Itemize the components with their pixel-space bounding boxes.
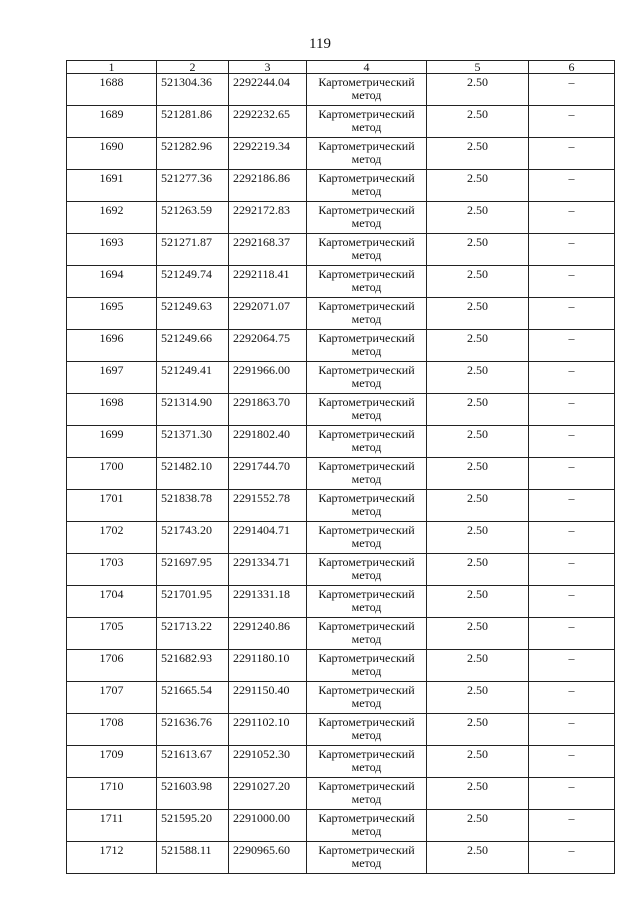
method-cell: Картометрический метод bbox=[307, 746, 427, 778]
accuracy-cell: 2.50 bbox=[427, 650, 529, 682]
table-body bbox=[67, 74, 615, 874]
note-cell: – bbox=[529, 234, 615, 266]
point-number-cell: 1703 bbox=[67, 554, 157, 586]
x-coordinate-cell: 521263.59 bbox=[157, 202, 229, 234]
x-coordinate-cell: 521249.63 bbox=[157, 298, 229, 330]
accuracy-cell: 2.50 bbox=[427, 202, 529, 234]
accuracy-cell: 2.50 bbox=[427, 618, 529, 650]
x-coordinate-cell: 521713.22 bbox=[157, 618, 229, 650]
table-row bbox=[67, 362, 615, 394]
method-cell: Картометрический метод bbox=[307, 74, 427, 106]
y-coordinate-cell: 2292168.37 bbox=[229, 234, 307, 266]
table-row bbox=[67, 746, 615, 778]
table-row bbox=[67, 458, 615, 490]
column-header: 2 bbox=[157, 61, 229, 74]
y-coordinate-cell: 2292219.34 bbox=[229, 138, 307, 170]
table-row bbox=[67, 682, 615, 714]
table-row bbox=[67, 106, 615, 138]
y-coordinate-cell: 2291052.30 bbox=[229, 746, 307, 778]
point-number-cell: 1689 bbox=[67, 106, 157, 138]
table-row bbox=[67, 394, 615, 426]
table-row bbox=[67, 234, 615, 266]
point-number-cell: 1688 bbox=[67, 74, 157, 106]
accuracy-cell: 2.50 bbox=[427, 778, 529, 810]
x-coordinate-cell: 521636.76 bbox=[157, 714, 229, 746]
x-coordinate-cell: 521249.66 bbox=[157, 330, 229, 362]
note-cell: – bbox=[529, 778, 615, 810]
note-cell: – bbox=[529, 330, 615, 362]
method-cell: Картометрический метод bbox=[307, 458, 427, 490]
method-cell: Картометрический метод bbox=[307, 586, 427, 618]
accuracy-cell: 2.50 bbox=[427, 810, 529, 842]
point-number-cell: 1708 bbox=[67, 714, 157, 746]
method-cell: Картометрический метод bbox=[307, 810, 427, 842]
x-coordinate-cell: 521371.30 bbox=[157, 426, 229, 458]
method-cell: Картометрический метод bbox=[307, 522, 427, 554]
method-cell: Картометрический метод bbox=[307, 394, 427, 426]
y-coordinate-cell: 2291027.20 bbox=[229, 778, 307, 810]
y-coordinate-cell: 2292064.75 bbox=[229, 330, 307, 362]
x-coordinate-cell: 521701.95 bbox=[157, 586, 229, 618]
y-coordinate-cell: 2291180.10 bbox=[229, 650, 307, 682]
point-number-cell: 1690 bbox=[67, 138, 157, 170]
point-number-cell: 1691 bbox=[67, 170, 157, 202]
accuracy-cell: 2.50 bbox=[427, 106, 529, 138]
method-cell: Картометрический метод bbox=[307, 138, 427, 170]
table-row bbox=[67, 490, 615, 522]
note-cell: – bbox=[529, 266, 615, 298]
note-cell: – bbox=[529, 394, 615, 426]
note-cell: – bbox=[529, 138, 615, 170]
table-row bbox=[67, 426, 615, 458]
method-cell: Картометрический метод bbox=[307, 842, 427, 874]
method-cell: Картометрический метод bbox=[307, 426, 427, 458]
point-number-cell: 1698 bbox=[67, 394, 157, 426]
table-row bbox=[67, 650, 615, 682]
method-cell: Картометрический метод bbox=[307, 554, 427, 586]
method-cell: Картометрический метод bbox=[307, 330, 427, 362]
note-cell: – bbox=[529, 202, 615, 234]
y-coordinate-cell: 2292244.04 bbox=[229, 74, 307, 106]
note-cell: – bbox=[529, 810, 615, 842]
point-number-cell: 1712 bbox=[67, 842, 157, 874]
accuracy-cell: 2.50 bbox=[427, 522, 529, 554]
table-row bbox=[67, 842, 615, 874]
method-cell: Картометрический метод bbox=[307, 298, 427, 330]
note-cell: – bbox=[529, 490, 615, 522]
table-row bbox=[67, 330, 615, 362]
table-row bbox=[67, 298, 615, 330]
note-cell: – bbox=[529, 554, 615, 586]
method-cell: Картометрический метод bbox=[307, 106, 427, 138]
x-coordinate-cell: 521282.96 bbox=[157, 138, 229, 170]
y-coordinate-cell: 2291102.10 bbox=[229, 714, 307, 746]
note-cell: – bbox=[529, 106, 615, 138]
method-cell: Картометрический метод bbox=[307, 362, 427, 394]
point-number-cell: 1695 bbox=[67, 298, 157, 330]
x-coordinate-cell: 521613.67 bbox=[157, 746, 229, 778]
method-cell: Картометрический метод bbox=[307, 490, 427, 522]
accuracy-cell: 2.50 bbox=[427, 138, 529, 170]
point-number-cell: 1706 bbox=[67, 650, 157, 682]
column-header: 6 bbox=[529, 61, 615, 74]
x-coordinate-cell: 521482.10 bbox=[157, 458, 229, 490]
point-number-cell: 1707 bbox=[67, 682, 157, 714]
y-coordinate-cell: 2291744.70 bbox=[229, 458, 307, 490]
accuracy-cell: 2.50 bbox=[427, 714, 529, 746]
note-cell: – bbox=[529, 586, 615, 618]
point-number-cell: 1702 bbox=[67, 522, 157, 554]
accuracy-cell: 2.50 bbox=[427, 234, 529, 266]
note-cell: – bbox=[529, 618, 615, 650]
accuracy-cell: 2.50 bbox=[427, 554, 529, 586]
accuracy-cell: 2.50 bbox=[427, 74, 529, 106]
x-coordinate-cell: 521595.20 bbox=[157, 810, 229, 842]
note-cell: – bbox=[529, 746, 615, 778]
y-coordinate-cell: 2291802.40 bbox=[229, 426, 307, 458]
method-cell: Картометрический метод bbox=[307, 682, 427, 714]
note-cell: – bbox=[529, 682, 615, 714]
table-row bbox=[67, 170, 615, 202]
x-coordinate-cell: 521281.86 bbox=[157, 106, 229, 138]
point-number-cell: 1699 bbox=[67, 426, 157, 458]
point-number-cell: 1709 bbox=[67, 746, 157, 778]
y-coordinate-cell: 2292232.65 bbox=[229, 106, 307, 138]
method-cell: Картометрический метод bbox=[307, 202, 427, 234]
y-coordinate-cell: 2291334.71 bbox=[229, 554, 307, 586]
x-coordinate-cell: 521304.36 bbox=[157, 74, 229, 106]
point-number-cell: 1694 bbox=[67, 266, 157, 298]
y-coordinate-cell: 2292118.41 bbox=[229, 266, 307, 298]
column-header: 5 bbox=[427, 61, 529, 74]
accuracy-cell: 2.50 bbox=[427, 394, 529, 426]
x-coordinate-cell: 521271.87 bbox=[157, 234, 229, 266]
y-coordinate-cell: 2291000.00 bbox=[229, 810, 307, 842]
x-coordinate-cell: 521665.54 bbox=[157, 682, 229, 714]
table-row bbox=[67, 778, 615, 810]
point-number-cell: 1692 bbox=[67, 202, 157, 234]
point-number-cell: 1701 bbox=[67, 490, 157, 522]
accuracy-cell: 2.50 bbox=[427, 490, 529, 522]
y-coordinate-cell: 2292071.07 bbox=[229, 298, 307, 330]
y-coordinate-cell: 2291331.18 bbox=[229, 586, 307, 618]
accuracy-cell: 2.50 bbox=[427, 586, 529, 618]
method-cell: Картометрический метод bbox=[307, 714, 427, 746]
accuracy-cell: 2.50 bbox=[427, 170, 529, 202]
x-coordinate-cell: 521249.41 bbox=[157, 362, 229, 394]
table-row bbox=[67, 554, 615, 586]
table-row bbox=[67, 714, 615, 746]
method-cell: Картометрический метод bbox=[307, 266, 427, 298]
x-coordinate-cell: 521249.74 bbox=[157, 266, 229, 298]
note-cell: – bbox=[529, 170, 615, 202]
method-cell: Картометрический метод bbox=[307, 650, 427, 682]
note-cell: – bbox=[529, 426, 615, 458]
column-header: 4 bbox=[307, 61, 427, 74]
accuracy-cell: 2.50 bbox=[427, 362, 529, 394]
table-row bbox=[67, 618, 615, 650]
x-coordinate-cell: 521697.95 bbox=[157, 554, 229, 586]
accuracy-cell: 2.50 bbox=[427, 458, 529, 490]
y-coordinate-cell: 2291863.70 bbox=[229, 394, 307, 426]
point-number-cell: 1697 bbox=[67, 362, 157, 394]
point-number-cell: 1705 bbox=[67, 618, 157, 650]
y-coordinate-cell: 2290965.60 bbox=[229, 842, 307, 874]
y-coordinate-cell: 2291966.00 bbox=[229, 362, 307, 394]
accuracy-cell: 2.50 bbox=[427, 266, 529, 298]
note-cell: – bbox=[529, 714, 615, 746]
note-cell: – bbox=[529, 650, 615, 682]
accuracy-cell: 2.50 bbox=[427, 426, 529, 458]
method-cell: Картометрический метод bbox=[307, 170, 427, 202]
point-number-cell: 1700 bbox=[67, 458, 157, 490]
note-cell: – bbox=[529, 74, 615, 106]
x-coordinate-cell: 521277.36 bbox=[157, 170, 229, 202]
x-coordinate-cell: 521743.20 bbox=[157, 522, 229, 554]
note-cell: – bbox=[529, 522, 615, 554]
method-cell: Картометрический метод bbox=[307, 778, 427, 810]
point-number-cell: 1693 bbox=[67, 234, 157, 266]
point-number-cell: 1711 bbox=[67, 810, 157, 842]
method-cell: Картометрический метод bbox=[307, 234, 427, 266]
y-coordinate-cell: 2291404.71 bbox=[229, 522, 307, 554]
y-coordinate-cell: 2291150.40 bbox=[229, 682, 307, 714]
coordinates-table bbox=[66, 60, 615, 874]
x-coordinate-cell: 521838.78 bbox=[157, 490, 229, 522]
note-cell: – bbox=[529, 842, 615, 874]
table-row bbox=[67, 74, 615, 106]
point-number-cell: 1704 bbox=[67, 586, 157, 618]
column-header: 3 bbox=[229, 61, 307, 74]
accuracy-cell: 2.50 bbox=[427, 842, 529, 874]
x-coordinate-cell: 521588.11 bbox=[157, 842, 229, 874]
accuracy-cell: 2.50 bbox=[427, 682, 529, 714]
table-header-row bbox=[67, 61, 615, 74]
x-coordinate-cell: 521682.93 bbox=[157, 650, 229, 682]
method-cell: Картометрический метод bbox=[307, 618, 427, 650]
x-coordinate-cell: 521314.90 bbox=[157, 394, 229, 426]
x-coordinate-cell: 521603.98 bbox=[157, 778, 229, 810]
note-cell: – bbox=[529, 362, 615, 394]
table-row bbox=[67, 266, 615, 298]
column-header: 1 bbox=[67, 61, 157, 74]
point-number-cell: 1710 bbox=[67, 778, 157, 810]
y-coordinate-cell: 2292186.86 bbox=[229, 170, 307, 202]
table-row bbox=[67, 810, 615, 842]
point-number-cell: 1696 bbox=[67, 330, 157, 362]
accuracy-cell: 2.50 bbox=[427, 298, 529, 330]
note-cell: – bbox=[529, 458, 615, 490]
table-row bbox=[67, 138, 615, 170]
table-row bbox=[67, 202, 615, 234]
y-coordinate-cell: 2291240.86 bbox=[229, 618, 307, 650]
accuracy-cell: 2.50 bbox=[427, 746, 529, 778]
table-row bbox=[67, 586, 615, 618]
table-row bbox=[67, 522, 615, 554]
y-coordinate-cell: 2292172.83 bbox=[229, 202, 307, 234]
note-cell: – bbox=[529, 298, 615, 330]
page-number: 119 bbox=[309, 36, 331, 52]
accuracy-cell: 2.50 bbox=[427, 330, 529, 362]
y-coordinate-cell: 2291552.78 bbox=[229, 490, 307, 522]
